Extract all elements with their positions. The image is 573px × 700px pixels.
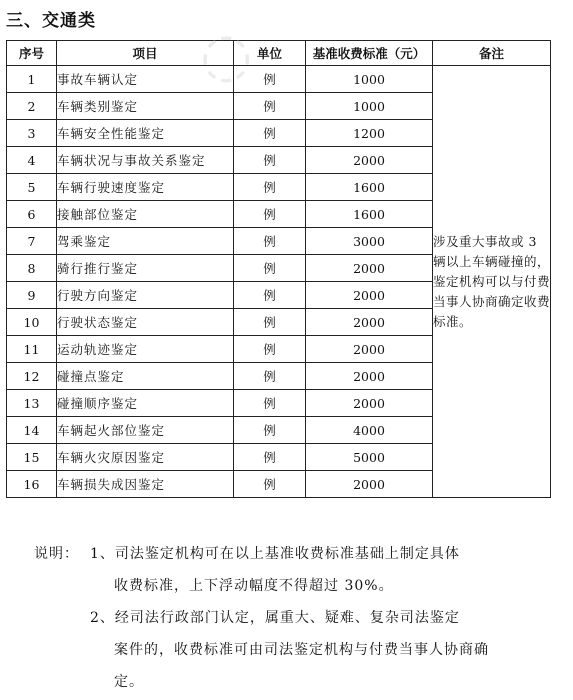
row-unit: 例	[234, 147, 306, 174]
row-item: 骑行推行鉴定	[57, 255, 234, 282]
note-1-line-1: 1、司法鉴定机构可在以上基准收费标准基础上制定具体	[90, 546, 460, 562]
table-row	[7, 66, 551, 93]
note-1-line-2: 收费标准，上下浮动幅度不得超过 30%。	[114, 578, 394, 594]
header-remark: 备注	[433, 41, 551, 66]
row-unit: 例	[234, 363, 306, 390]
remark-cell: 涉及重大事故或 3 辆以上车辆碰撞的，鉴定机构可以与付费当事人协商确定收费标准。	[433, 66, 551, 498]
row-unit: 例	[234, 417, 306, 444]
row-unit: 例	[234, 120, 306, 147]
row-fee: 5000	[306, 444, 433, 471]
row-number: 9	[7, 282, 57, 309]
watermark-mark: ◌	[200, 20, 253, 90]
row-item: 车辆损失成因鉴定	[57, 471, 234, 498]
row-number: 2	[7, 93, 57, 120]
header-item: 项目	[57, 41, 234, 66]
row-fee: 4000	[306, 417, 433, 444]
row-fee: 1000	[306, 93, 433, 120]
row-number: 15	[7, 444, 57, 471]
row-item: 驾乘鉴定	[57, 228, 234, 255]
row-item: 车辆火灾原因鉴定	[57, 444, 234, 471]
table-body	[7, 66, 551, 498]
row-item: 事故车辆认定	[57, 66, 234, 93]
header-fee: 基准收费标准（元）	[306, 41, 433, 66]
row-unit: 例	[234, 282, 306, 309]
row-fee: 2000	[306, 255, 433, 282]
row-item: 运动轨迹鉴定	[57, 336, 234, 363]
row-fee: 2000	[306, 363, 433, 390]
row-fee: 2000	[306, 282, 433, 309]
row-number: 11	[7, 336, 57, 363]
row-item: 接触部位鉴定	[57, 201, 234, 228]
row-number: 14	[7, 417, 57, 444]
row-number: 10	[7, 309, 57, 336]
row-fee: 1000	[306, 66, 433, 93]
row-number: 13	[7, 390, 57, 417]
row-unit: 例	[234, 255, 306, 282]
row-item: 碰撞点鉴定	[57, 363, 234, 390]
row-number: 8	[7, 255, 57, 282]
row-unit: 例	[234, 66, 306, 93]
row-item: 车辆起火部位鉴定	[57, 417, 234, 444]
table-header-row	[7, 41, 551, 66]
row-item: 行驶方向鉴定	[57, 282, 234, 309]
row-fee: 2000	[306, 147, 433, 174]
row-number: 4	[7, 147, 57, 174]
row-fee: 1600	[306, 174, 433, 201]
fee-table	[6, 40, 551, 498]
row-fee: 3000	[306, 228, 433, 255]
row-unit: 例	[234, 174, 306, 201]
header-unit: 单位	[234, 41, 306, 66]
row-unit: 例	[234, 444, 306, 471]
row-unit: 例	[234, 201, 306, 228]
row-number: 6	[7, 201, 57, 228]
row-item: 车辆行驶速度鉴定	[57, 174, 234, 201]
notes-label: 说明：	[34, 546, 79, 562]
row-unit: 例	[234, 228, 306, 255]
row-number: 1	[7, 66, 57, 93]
row-fee: 1200	[306, 120, 433, 147]
row-fee: 2000	[306, 471, 433, 498]
section-title: 三、交通类	[6, 11, 96, 31]
row-number: 16	[7, 471, 57, 498]
row-fee: 1600	[306, 201, 433, 228]
row-number: 12	[7, 363, 57, 390]
row-unit: 例	[234, 309, 306, 336]
note-2-line-2: 案件的，收费标准可由司法鉴定机构与付费当事人协商确	[114, 642, 489, 658]
row-item: 车辆状况与事故关系鉴定	[57, 147, 234, 174]
row-item: 行驶状态鉴定	[57, 309, 234, 336]
note-2-line-1: 2、经司法行政部门认定，属重大、疑难、复杂司法鉴定	[90, 610, 460, 626]
row-fee: 2000	[306, 336, 433, 363]
row-unit: 例	[234, 471, 306, 498]
row-unit: 例	[234, 390, 306, 417]
row-unit: 例	[234, 336, 306, 363]
row-item: 碰撞顺序鉴定	[57, 390, 234, 417]
row-fee: 2000	[306, 309, 433, 336]
row-item: 车辆类别鉴定	[57, 93, 234, 120]
row-fee: 2000	[306, 390, 433, 417]
row-number: 5	[7, 174, 57, 201]
row-item: 车辆安全性能鉴定	[57, 120, 234, 147]
row-unit: 例	[234, 93, 306, 120]
row-number: 7	[7, 228, 57, 255]
header-no: 序号	[7, 41, 57, 66]
row-number: 3	[7, 120, 57, 147]
note-2-line-3: 定。	[114, 674, 144, 690]
